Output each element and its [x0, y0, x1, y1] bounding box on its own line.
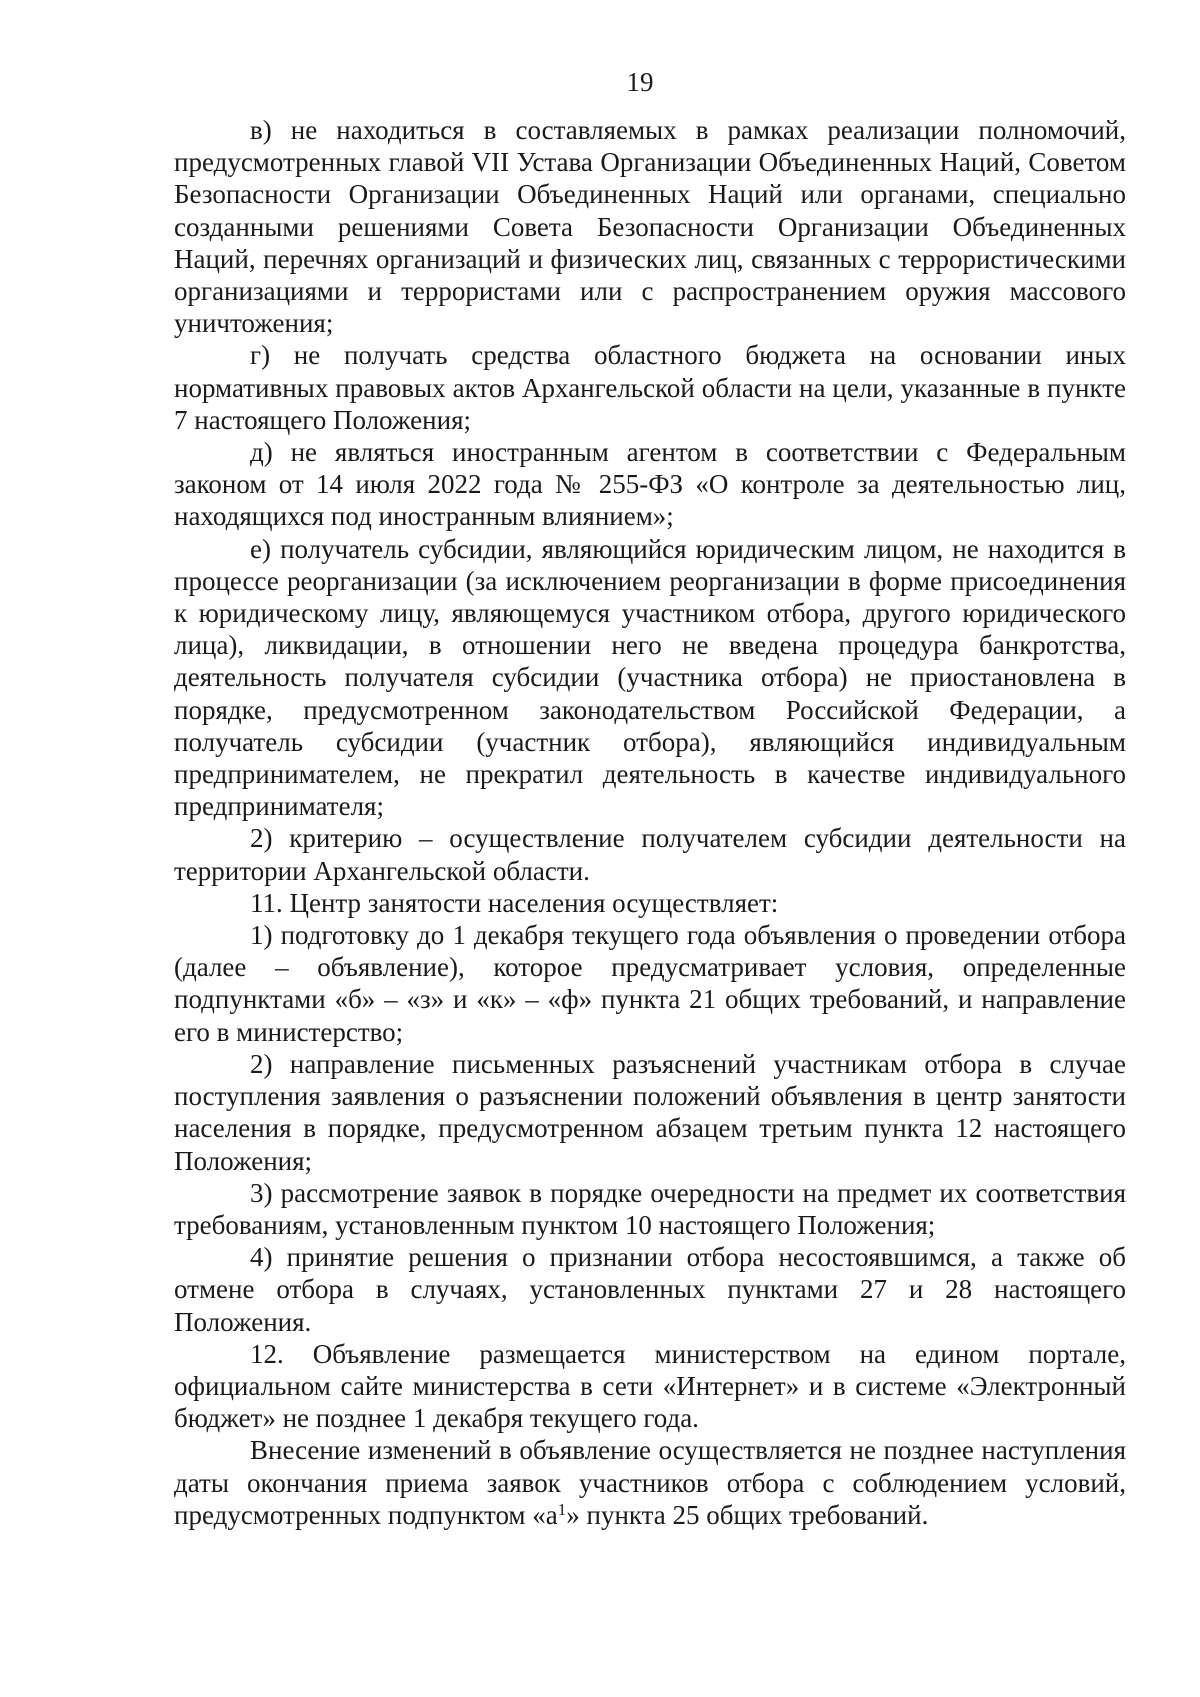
paragraph-item-2-criterion: 2) критерию – осуществление получателем субсидии деятельности на территории Архангельской области. — [174, 823, 1126, 886]
amendments-text-end: » пункта 25 общих требований. — [566, 1499, 929, 1530]
paragraph-section-12: 12. Объявление размещается министерством на едином портале, официальном сайте министерства в сети «Интернет» и в системе «Электронный бюджет» не позднее 1 декабря текущего года. — [174, 1338, 1126, 1434]
paragraph-section-12-amendments — [174, 1434, 1126, 1531]
paragraph-11-item-1: 1) подготовку до 1 декабря текущего года объявления о проведении отбора (далее – объявление), которое предусматривает условия, определенные подпунктами «б» – «з» и «к» – «ф» пункта 21 общих требований, и направление его в министерство; — [174, 920, 1126, 1047]
paragraph-11-item-3: 3) рассмотрение заявок в порядке очередности на предмет их соответствия требованиям, установленным пунктом 10 настоящего Положения; — [174, 1177, 1126, 1240]
paragraph-item-e: е) получатель субсидии, являющийся юридическим лицом, не находится в процессе реорганизации (за исключением реорганизации в форме присоединения к юридическому лицу, являющемуся участником отбора, другого юридического лица), ликвидации, в отношении него не введена процедура банкротства, деятельность получателя субсидии (участника отбора) не приостановлена в порядке, предусмотренном законодательством Российской Федерации, а получатель субсидии (участник отбора), являющийся индивидуальным предпринимателем, не прекратил деятельность в качестве индивидуального предпринимателя; — [174, 533, 1126, 822]
paragraph-11-item-2: 2) направление письменных разъяснений участникам отбора в случае поступления заявления о разъяснении положений объявления в центр занятости населения в порядке, предусмотренном абзацем третьим пункта 12 настоящего Положения; — [174, 1048, 1126, 1176]
document-body — [174, 114, 1126, 1531]
page-number: 19 — [626, 67, 654, 97]
amendments-text-start: Внесение изменений в объявление осуществляется не позднее наступления даты окончания приема заявок участников отбора с соблюдением условий, предусмотренных подпунктом «а — [174, 1435, 1126, 1530]
paragraph-item-v: в) не находиться в составляемых в рамках реализации полномочий, предусмотренных главой VII Устава Организации Объединенных Наций, Советом Безопасности Организации Объединенных Наций или органами, специально созданными решениями Совета Безопасности Организации Объединенных Наций, перечнях организаций и физических лиц, связанных с террористическими организациями и террористами или с распространением оружия массового уничтожения; — [174, 115, 1126, 339]
paragraph-section-11: 11. Центр занятости населения осуществляет: — [250, 887, 779, 918]
paragraph-11-item-4: 4) принятие решения о признании отбора несостоявшимся, а также об отмене отбора в случаях, установленных пунктами 27 и 28 настоящего Положения. — [174, 1242, 1126, 1337]
superscript-mark: 1 — [557, 1499, 567, 1519]
paragraph-item-g: г) не получать средства областного бюджета на основании иных нормативных правовых актов Архангельской области на цели, указанные в пункте 7 настоящего Положения; — [174, 340, 1126, 435]
paragraph-item-d: д) не являться иностранным агентом в соответствии с Федеральным законом от 14 июля 2022 года № 255-ФЗ «О контроле за деятельностью лиц, находящихся под иностранным влиянием»; — [174, 437, 1126, 532]
